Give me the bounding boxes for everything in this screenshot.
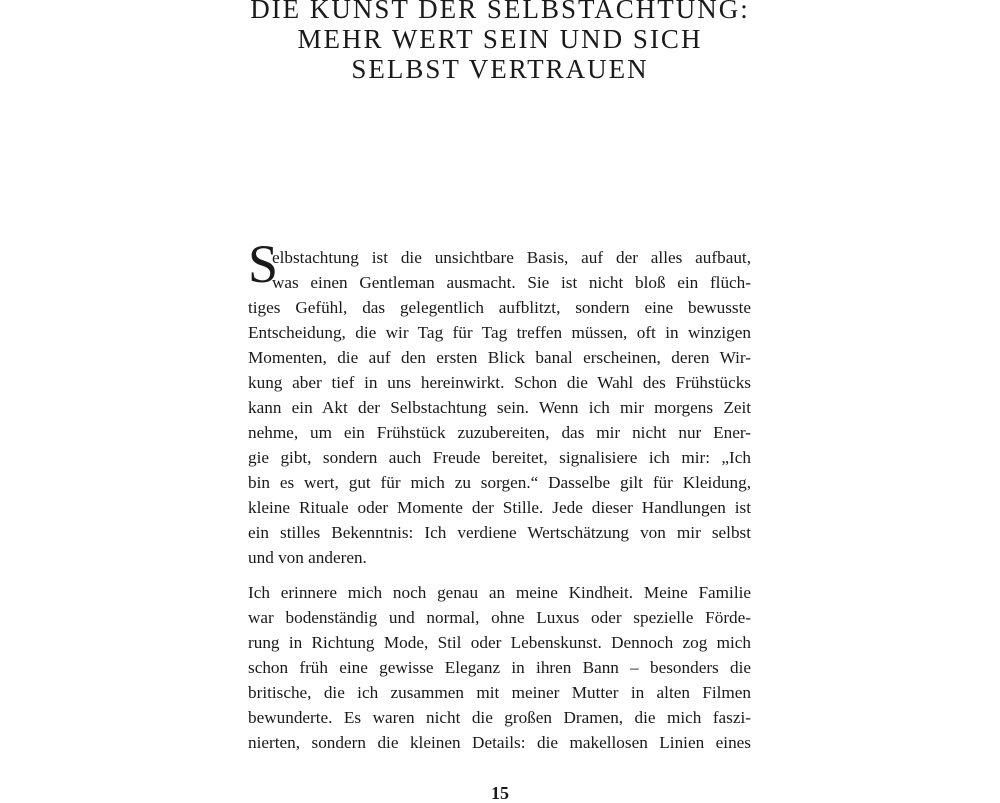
paragraph-2-line: bewunderte. Es waren nicht die großen Dramen, die mich faszi- <box>248 708 751 727</box>
paragraph-1-line: Entscheidung, die wir Tag für Tag treffen müssen, oft in winzigen <box>248 323 751 342</box>
paragraph-1-line: elbstachtung ist die unsichtbare Basis, auf der alles aufbaut, <box>272 248 751 267</box>
paragraph-2-line: Ich erinnere mich noch genau an meine Kindheit. Meine Familie <box>248 583 751 602</box>
paragraph-1-line: ein stilles Bekenntnis: Ich verdiene Wertschätzung von mir selbst <box>248 523 751 542</box>
paragraph-1-line: und von anderen. <box>248 548 367 567</box>
paragraph-1 <box>248 234 751 570</box>
paragraph-1-line: kung aber tief in uns hereinwirkt. Schon die Wahl des Frühstücks <box>248 373 751 392</box>
paragraph-2-line: war bodenständig und normal, ohne Luxus oder spezielle Förde- <box>248 608 751 627</box>
page-number: 15 <box>491 783 509 803</box>
paragraph-1-line: kleine Rituale oder Momente der Stille. Jede dieser Handlungen ist <box>248 498 751 517</box>
chapter-title-line-3: SELBST VERTRAUEN <box>351 54 649 84</box>
paragraph-1-line: nehme, um ein Frühstück zuzubereiten, das mir nicht nur Ener- <box>248 423 751 442</box>
paragraph-2-line: nierten, sondern die kleinen Details: die makellosen Linien eines <box>248 733 751 752</box>
chapter-title-line-1: DIE KUNST DER SELBSTACHTUNG: <box>250 0 750 24</box>
drop-cap: S <box>248 234 279 294</box>
paragraph-1-line: gie gibt, sondern auch Freude bereitet, signalisiere ich mir: „Ich <box>248 448 751 467</box>
chapter-title-line-2: MEHR WERT SEIN UND SICH <box>297 24 703 54</box>
chapter-title <box>200 0 800 84</box>
paragraph-2-line: rung in Richtung Mode, Stil oder Lebenskunst. Dennoch zog mich <box>248 633 751 652</box>
paragraph-2-line: britische, die ich zusammen mit meiner Mutter in alten Filmen <box>248 683 751 702</box>
paragraph-1-line: Momenten, die auf den ersten Blick banal erscheinen, deren Wir- <box>248 348 751 367</box>
paragraph-2 <box>248 580 751 755</box>
paragraph-1-line: bin es wert, gut für mich zu sorgen.“ Dasselbe gilt für Kleidung, <box>248 473 751 492</box>
paragraph-1-line: kann ein Akt der Selbstachtung sein. Wenn ich mir morgens Zeit <box>248 398 751 417</box>
body-text <box>248 234 751 755</box>
paragraph-1-line: tiges Gefühl, das gelegentlich aufblitzt, sondern eine bewusste <box>248 298 751 317</box>
paragraph-1-line: was einen Gentleman ausmacht. Sie ist nicht bloß ein flüch- <box>272 273 751 292</box>
paragraph-2-line: schon früh eine gewisse Eleganz in ihren Bann – besonders die <box>248 658 751 677</box>
